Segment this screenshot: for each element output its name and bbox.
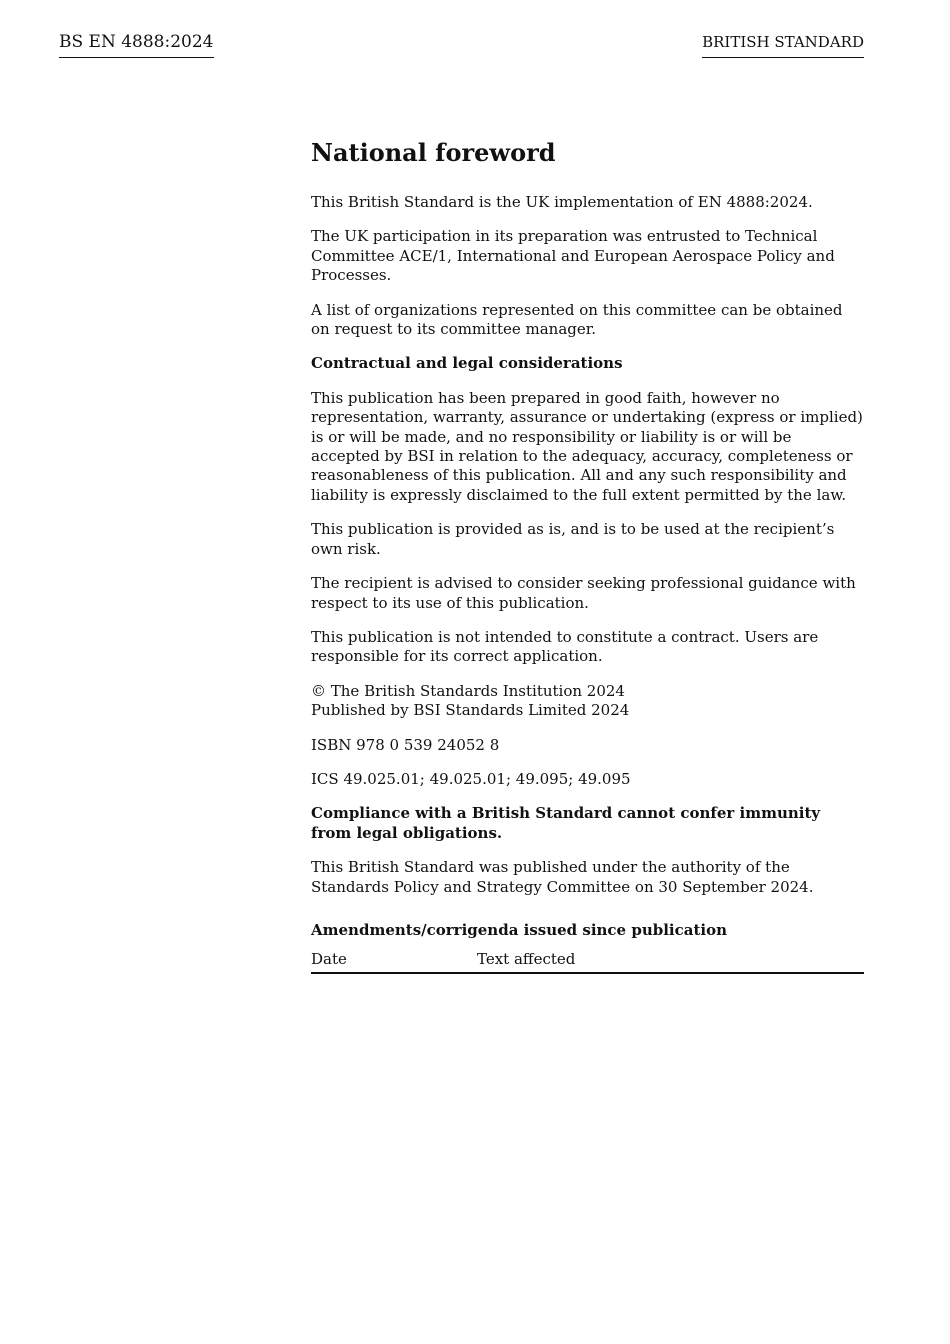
document-id: BS EN 4888:2024 — [59, 30, 214, 58]
isbn: ISBN 978 0 539 24052 8 — [311, 735, 500, 754]
document-type: BRITISH STANDARD — [702, 30, 864, 58]
compliance-notice: Compliance with a British Standard cannot confer immunity from legal obligations. — [311, 804, 821, 842]
publisher-line: Published by BSI Standards Limited 2024 — [311, 701, 630, 720]
ics-codes: ICS 49.025.01; 49.025.01; 49.095; 49.095 — [311, 769, 631, 788]
column-header-text-affected: Text affected — [477, 950, 864, 973]
foreword-paragraph-implementation: This British Standard is the UK implementation of EN 4888:2024. — [311, 193, 813, 211]
authority-statement: This British Standard was published under the authority of the Standards Policy and Strategy Committee on 30 September 2024. — [311, 858, 814, 896]
national-foreword — [311, 137, 864, 974]
legal-paragraph-guidance: The recipient is advised to consider seeking professional guidance with respect to its use of this publication. — [311, 574, 856, 612]
column-header-date: Date — [311, 950, 477, 973]
page-title: National foreword — [311, 138, 556, 167]
table-header-row — [311, 950, 864, 973]
legal-paragraph-contract: This publication is not intended to constitute a contract. Users are responsible for its correct application. — [311, 627, 819, 666]
amendments-heading: Amendments/corrigenda issued since publication — [311, 920, 727, 939]
foreword-paragraph-participation: The UK participation in its preparation was entrusted to Technical Committee ACE/1, International and European Aerospace Policy and Processes. — [311, 227, 835, 285]
legal-considerations-heading: Contractual and legal considerations — [311, 354, 623, 373]
amendments-table — [311, 950, 864, 974]
foreword-paragraph-organizations: A list of organizations represented on this committee can be obtained on request to its committee manager. — [311, 300, 843, 339]
copyright-block — [311, 682, 864, 721]
legal-paragraph-good-faith: This publication has been prepared in good faith, however no representation, warranty, assurance or undertaking (express or implied) is or will be made, and no responsibility or liability is or will be accepted by BSI in relation to the adequacy, accuracy, completeness or reasonableness of this publication. All and any such responsibility and liability is expressly disclaimed to the full extent permitted by the law. — [311, 388, 863, 504]
copyright-line: © The British Standards Institution 2024 — [311, 681, 625, 700]
legal-paragraph-as-is: This publication is provided as is, and is to be used at the recipient’s own risk. — [311, 520, 835, 558]
